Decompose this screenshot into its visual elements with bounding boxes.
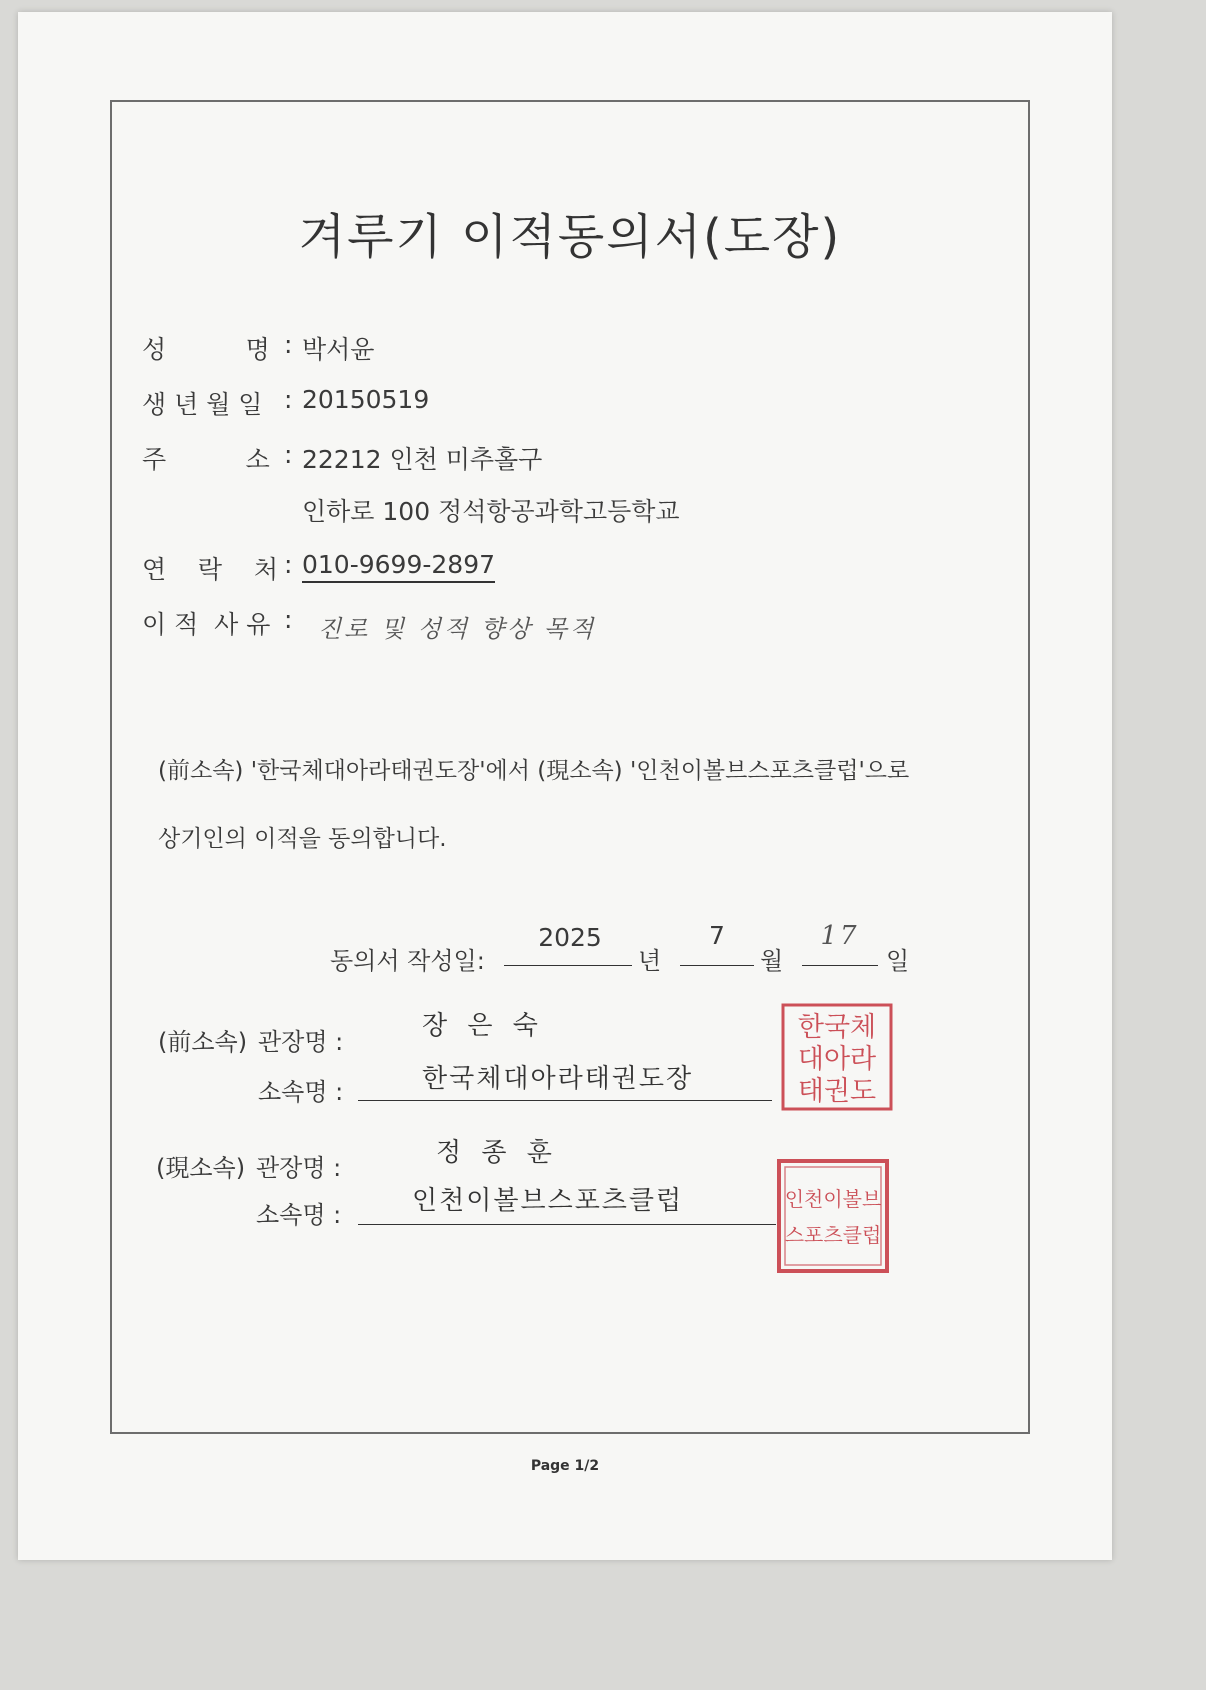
colon: :	[284, 440, 293, 469]
date-year: 2025	[538, 923, 602, 952]
document-frame	[110, 100, 1030, 1434]
value-contact: 010-9699-2897	[302, 550, 495, 583]
page-footer: Page 1/2	[530, 1458, 600, 1474]
label-reason: 이 적 사 유	[142, 610, 271, 639]
current-club-label: 소속명 :	[256, 1201, 342, 1229]
field-reason	[112, 605, 1012, 645]
statement-line1: (前소속) '한국체대아라태권도장'에서 (現소속) '인천이볼브스포츠클럽'으로	[158, 758, 910, 784]
previous-head-label: 관장명 :	[258, 1028, 344, 1056]
date-day: 17	[820, 921, 860, 951]
date-month-unit: 월	[760, 947, 784, 975]
current-seal-stamp	[776, 1158, 890, 1274]
current-club-line	[358, 1224, 776, 1225]
previous-head-name: 장 은 숙	[422, 1011, 544, 1041]
document-title: 겨루기 이적동의서(도장)	[298, 209, 842, 265]
label-contact: 연 락 처	[142, 555, 279, 584]
current-head-name: 정 종 훈	[436, 1138, 558, 1168]
label-birth: 생 년 월 일	[142, 390, 263, 419]
current-club-name: 인천이볼브스포츠클럽	[412, 1186, 684, 1216]
date-label: 동의서 작성일:	[330, 947, 485, 975]
previous-prefix: (前소속)	[158, 1028, 248, 1056]
value-birth: 20150519	[302, 385, 430, 414]
previous-seal-line1: 한국체	[797, 1012, 877, 1043]
previous-club-name: 한국체대아라태권도장	[422, 1064, 694, 1094]
statement-line2: 상기인의 이적을 동의합니다.	[158, 826, 447, 852]
colon: :	[284, 385, 293, 414]
document-page	[18, 12, 1112, 1560]
previous-seal-line3: 태권도	[797, 1076, 877, 1107]
date-day-unit: 일	[886, 947, 910, 975]
previous-seal-stamp	[780, 1002, 894, 1112]
colon: :	[284, 605, 293, 634]
date-month-line	[680, 965, 754, 966]
label-name: 성 명	[142, 335, 270, 364]
date-year-unit: 년	[638, 947, 662, 975]
date-month: 7	[709, 921, 725, 950]
colon: :	[284, 330, 293, 359]
field-birth	[112, 385, 1012, 419]
previous-club-label: 소속명 :	[258, 1078, 344, 1106]
date-row	[330, 921, 930, 977]
value-address-line2: 인하로 100 정석항공과학고등학교	[302, 497, 680, 526]
field-name	[112, 330, 1012, 364]
value-name: 박서윤	[302, 335, 375, 364]
previous-club-line	[358, 1100, 772, 1101]
field-address	[112, 440, 1012, 530]
current-seal-line1: 인천이볼브	[784, 1187, 882, 1211]
field-contact	[112, 550, 1012, 584]
current-seal-line2: 스포츠클럽	[784, 1223, 882, 1247]
colon: :	[284, 550, 293, 579]
date-day-line	[802, 965, 878, 966]
label-address: 주 소	[142, 445, 270, 474]
previous-seal-line2: 대아라	[797, 1044, 877, 1075]
current-prefix: (現소속)	[156, 1154, 246, 1182]
value-address-line1: 22212 인천 미추홀구	[302, 445, 543, 474]
date-year-line	[504, 965, 632, 966]
value-reason-handwritten: 진로 및 성적 향상 목적	[318, 615, 597, 643]
current-head-label: 관장명 :	[256, 1154, 342, 1182]
